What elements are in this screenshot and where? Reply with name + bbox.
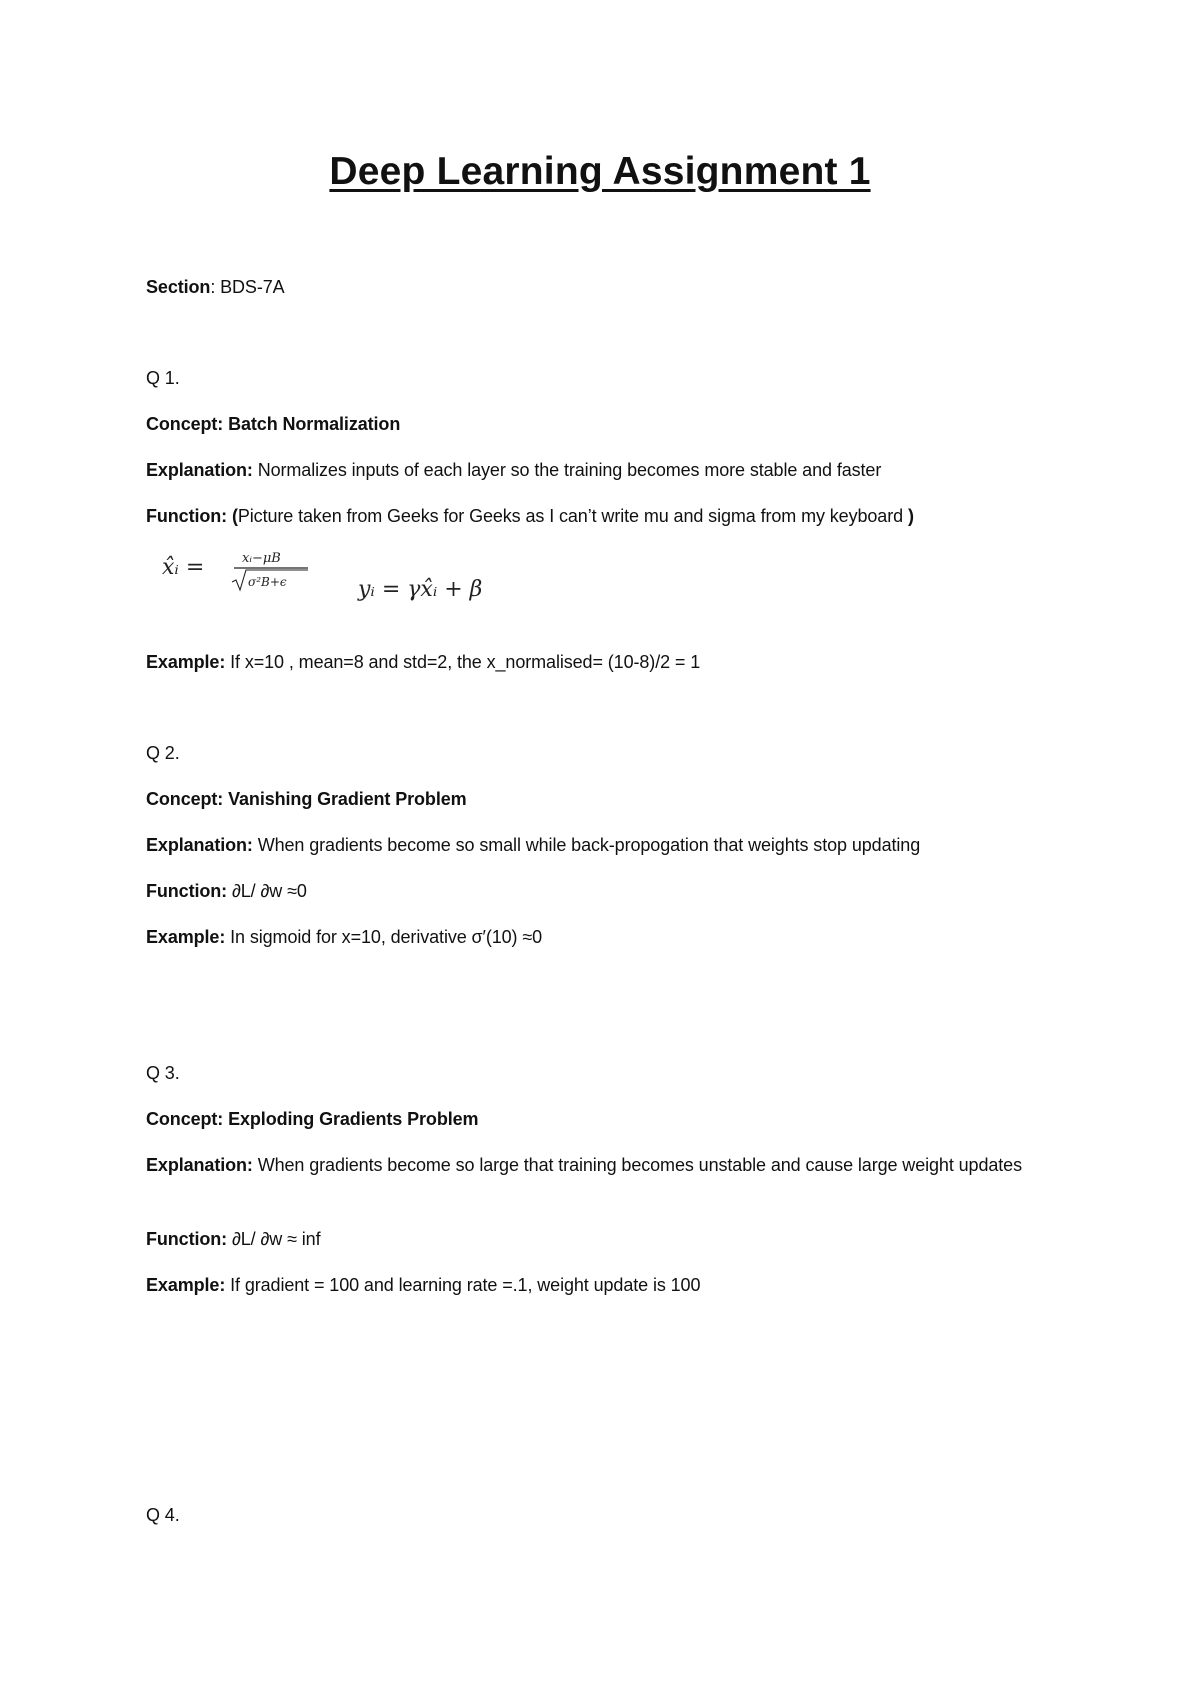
q3-explanation <box>146 1151 1056 1180</box>
q2-explanation-text: When gradients become so small while back-propogation that weights stop updating <box>252 835 921 855</box>
batch-norm-formula-image <box>160 548 540 610</box>
q3-function <box>146 1225 320 1254</box>
q3-function-text: ∂L/ ∂w ≈ inf <box>227 1229 321 1249</box>
q1-example <box>146 648 700 677</box>
q3-function-label: Function: <box>146 1229 228 1249</box>
q2-function <box>146 877 307 906</box>
section-label: Section <box>146 277 211 297</box>
q1-example-text: If x=10 , mean=8 and std=2, the x_normalised= (10-8)/2 = 1 <box>225 652 701 672</box>
q2-function-label: Function: <box>146 881 228 901</box>
section-line <box>146 273 285 302</box>
q1-example-label: Example: <box>146 652 226 672</box>
formula-lhs: x̂ᵢ = <box>162 555 205 580</box>
formula-svg <box>160 548 540 610</box>
q3-explanation-label: Explanation: <box>146 1155 253 1175</box>
q2-explanation-label: Explanation: <box>146 835 253 855</box>
q3-concept <box>146 1105 478 1134</box>
q2-function-text: ∂L/ ∂w ≈0 <box>227 881 307 901</box>
q3-example <box>146 1271 700 1300</box>
q2-example <box>146 923 542 952</box>
q1-explanation <box>146 456 881 485</box>
document-title: Deep Learning Assignment 1 <box>329 150 871 193</box>
q2-concept <box>146 785 467 814</box>
q1-concept <box>146 410 400 439</box>
q4-heading: Q 4. <box>146 1505 180 1525</box>
q1-function-text: Picture taken from Geeks for Geeks as I can’t write mu and sigma from my keyboard <box>237 506 908 526</box>
q3-concept-label: Concept: Exploding Gradients Problem <box>146 1109 479 1129</box>
section-value: : BDS-7A <box>210 277 285 297</box>
q2-example-text: In sigmoid for x=10, derivative σ′(10) ≈0 <box>225 927 543 947</box>
q2-concept-label: Concept: Vanishing Gradient Problem <box>146 789 467 809</box>
q1-heading: Q 1. <box>146 368 180 388</box>
q1-explanation-text: Normalizes inputs of each layer so the training becomes more stable and faster <box>252 460 882 480</box>
q3-example-label: Example: <box>146 1275 226 1295</box>
q1-explanation-label: Explanation: <box>146 460 253 480</box>
formula-rhs: yᵢ = γx̂ᵢ + β <box>358 577 483 602</box>
q3-example-text: If gradient = 100 and learning rate =.1, weight update is 100 <box>225 1275 701 1295</box>
q1-function-close: ) <box>907 506 914 526</box>
q2-explanation <box>146 831 920 860</box>
q2-example-label: Example: <box>146 927 226 947</box>
q1-function <box>146 502 914 531</box>
q1-function-label: Function: ( <box>146 506 238 526</box>
q2-heading: Q 2. <box>146 743 180 763</box>
formula-numerator: xᵢ−μB <box>242 551 281 566</box>
q1-concept-label: Concept: Batch Normalization <box>146 414 401 434</box>
formula-denominator: σ²B+ϵ <box>248 575 287 589</box>
q3-explanation-text: When gradients become so large that training becomes unstable and cause large weight updates <box>252 1155 1022 1175</box>
q3-heading: Q 3. <box>146 1063 180 1083</box>
